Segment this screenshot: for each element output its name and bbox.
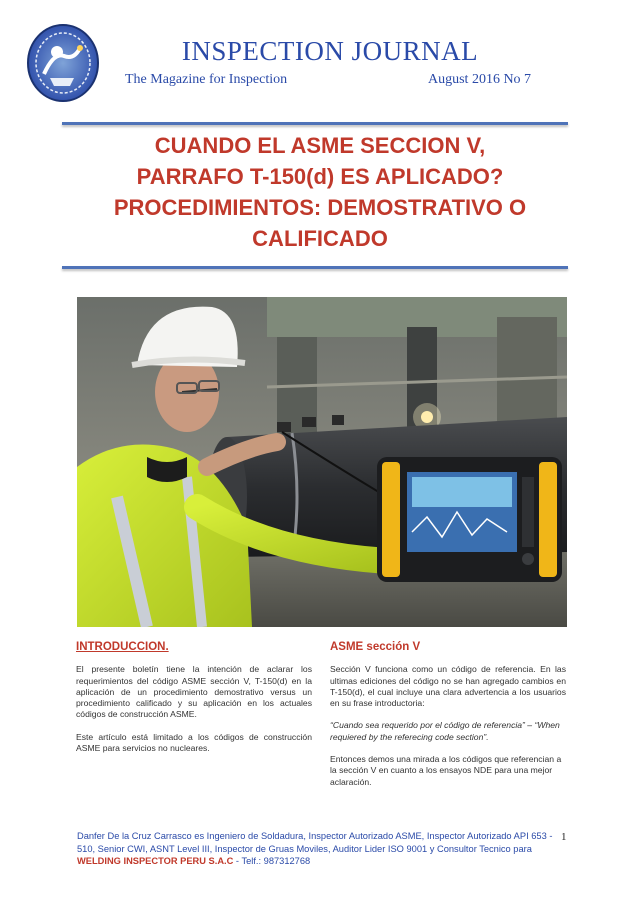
headline-line-1: CUANDO EL ASME SECCION V, <box>154 133 486 158</box>
top-divider <box>62 122 568 125</box>
asme-section-heading: ASME sección V <box>330 641 421 653</box>
asme-section-column <box>330 642 566 799</box>
inspector-photo <box>77 297 567 627</box>
asme-paragraph-1: Sección V funciona como un código de referencia. En las ultimas ediciones del código no se han agregado cambios en T-150(d), el cual incluye una clara advertencia a los usuarios en su frase introductoria: <box>330 664 566 709</box>
asme-paragraph-2: Entonces demos una mirada a los códigos que referencian a la sección V en cuanto a los ensayos NDE para una mejor aclaración. <box>330 754 562 787</box>
headline-line-4: CALIFICADO <box>252 226 388 251</box>
journal-logo <box>24 22 102 104</box>
journal-subtitle: The Magazine for Inspection <box>125 72 288 87</box>
footer-text: Danfer De la Cruz Carrasco es Ingeniero de Soldadura, Inspector Autorizado ASME, Inspector Autorizado API 653 - 510, Senior CWI, ASNT Level III, Inspector de Gruas Moviles, Auditor Lider ISO 9001 y Consultor Tecnico para <box>77 831 553 854</box>
footer-company: WELDING INSPECTOR PERU S.A.C <box>77 856 234 866</box>
article-headline <box>60 130 580 254</box>
introduction-paragraph-1: El presente boletín tiene la intención de aclarar los requerimientos del código ASME sección V, T-150(d) en la aplicación de un procedimiento demostrativo versus un procedimiento calificado y su aplicación en los actuales códigos de construcción ASME. <box>76 664 312 720</box>
footer-phone: - Telf.: 987312768 <box>233 856 311 866</box>
issue-date: August 2016 No 7 <box>428 72 532 87</box>
asme-quote: “Cuando sea requerido por el código de referencia” – “When requiered by the referecing code section”. <box>330 720 560 742</box>
journal-title: INSPECTION JOURNAL <box>181 36 479 66</box>
author-footer <box>77 830 555 868</box>
bottom-divider <box>62 266 568 269</box>
introduction-column <box>76 642 312 765</box>
introduction-heading: INTRODUCCION. <box>76 641 169 653</box>
headline-line-3: PROCEDIMIENTOS: DEMOSTRATIVO O <box>113 195 527 220</box>
introduction-paragraph-2: Este artículo está limitado a los códigos de construcción ASME para servicios no nucleares. <box>76 731 312 754</box>
headline-line-2: PARRAFO T-150(d) ES APLICADO? <box>136 164 504 189</box>
page-number: 1 <box>561 831 567 843</box>
